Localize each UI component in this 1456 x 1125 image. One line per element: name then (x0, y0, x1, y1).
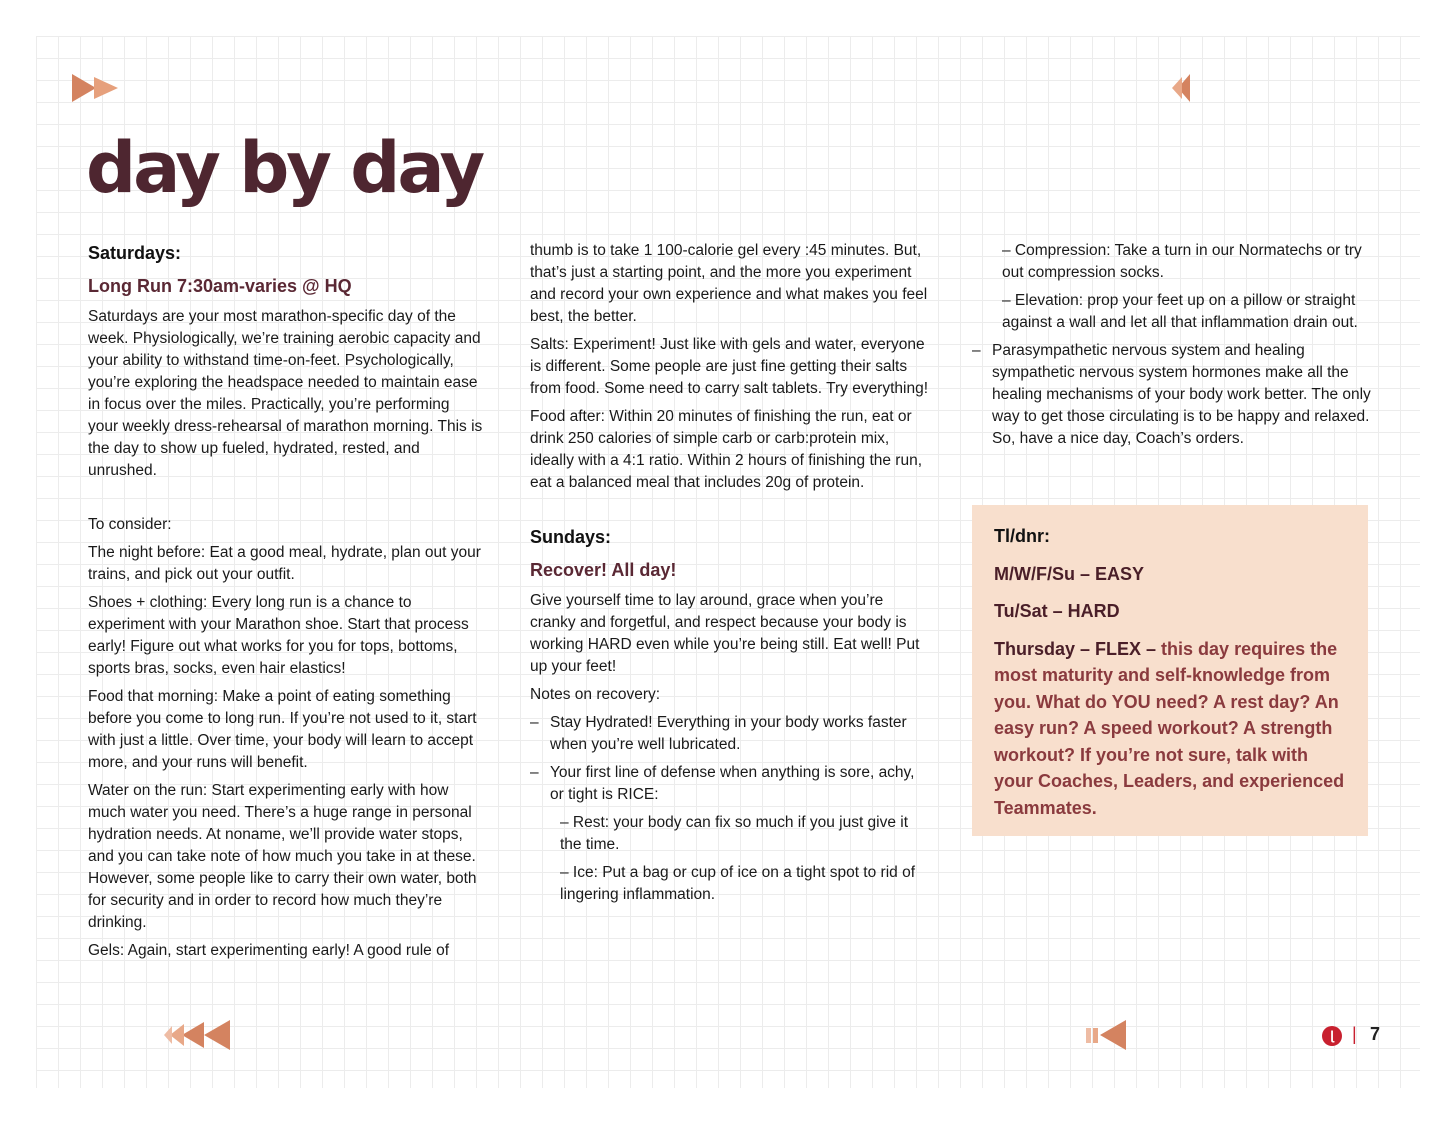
column-saturday (88, 240, 483, 968)
note-hydrated: – Stay Hydrated! Everything in your body works faster when you’re well lubricated. (530, 714, 907, 753)
fast-forward-icon (72, 74, 122, 104)
rice-ice: – Ice: Put a bag or cup of ice on a tight spot to rid of lingering inflammation. (560, 864, 915, 903)
tip-food-morning: Food that morning: Make a point of eating something before you come to long run. If you’re not used to it, start with just a little. Over time, your body will learn to accept more, and your runs will benefit. (88, 688, 477, 771)
pause-rewind-icon (1086, 1020, 1128, 1052)
brand-logo-icon: ɭ (1322, 1026, 1342, 1046)
column-right (972, 240, 1372, 456)
rewind-icon (1172, 74, 1194, 104)
rice-elevation: – Elevation: prop your feet up on a pillow or straight against a wall and let all that inflammation drain out. (1002, 292, 1358, 331)
saturday-intro: Saturdays are your most marathon-specific day of the week. Physiologically, we’re training aerobic capacity and your ability to withstand time-on-feet. Psychologically, you’re exploring the headspace needed to maintain ease in focus over the miles. Practically, you’re performing your weekly dress-rehearsal of marathon morning. This is the day to show up fueled, hydrated, rested, and unrushed. (88, 308, 483, 479)
tldr-flex-text: this day requires the most maturity and self-knowledge from you. What do YOU need? A rest day? An easy run? A speed workout? A strength workout? If you’re not sure, talk with your Coaches, Leaders, and experienced Teammates. (994, 638, 1345, 818)
page-number: 7 (1370, 1024, 1381, 1044)
consider-label: To consider: (88, 516, 172, 533)
tip-night-before: The night before: Eat a good meal, hydrate, plan out your trains, and pick out your outfit. (88, 544, 481, 583)
tldr-flex-label: Thursday – FLEX – (994, 638, 1157, 659)
saturday-subheading: Long Run 7:30am-varies @ HQ (88, 276, 352, 296)
rewind-icon (164, 1020, 234, 1052)
tldr-hard: Tu/Sat – HARD (994, 601, 1120, 621)
tldr-heading: Tl/dnr: (994, 526, 1050, 546)
tldr-easy: M/W/F/Su – EASY (994, 563, 1145, 584)
column-middle (530, 240, 930, 912)
rice-compression: – Compression: Take a turn in our Normatechs or try out compression socks. (1002, 242, 1362, 281)
rice-rest: – Rest: your body can fix so much if you just give it the time. (560, 814, 909, 853)
note-rice: – Your first line of defense when anything is sore, achy, or tight is RICE: (530, 764, 915, 803)
note-parasympathetic: – Parasympathetic nervous system and healing sympathetic nervous system hormones make all the healing mechanisms of your body work better. The only way to get those circulating is to be happy and relaxed. So, have a nice day, Coach’s orders. (972, 342, 1371, 447)
dash-marker: – (530, 714, 539, 731)
tip-salts: Salts: Experiment! Just like with gels and water, everyone is different. Some people are just fine getting their salts from food. Some need to carry salt tablets. Try everything! (530, 336, 929, 397)
tldr-flex (994, 636, 1346, 822)
sunday-intro: Give yourself time to lay around, grace when you’re cranky and forgetful, and respect because your body is working HARD even while you’re being still. Eat well! Put up your feet! (530, 592, 920, 675)
saturday-heading: Saturdays: (88, 243, 182, 263)
sunday-subheading: Recover! All day! (530, 560, 677, 580)
tip-shoes-clothing: Shoes + clothing: Every long run is a chance to experiment with your Marathon shoe. Start that process early! Figure out what works for you for tops, bottoms, sports bras, socks, even hair elastics! (88, 594, 469, 677)
tip-water-run: Water on the run: Start experimenting early with how much water you need. There’s a huge range in personal hydration needs. At noname, we’ll provide water stops, and you can take note of how much you take in at these. However, some people like to carry their own water, both for security and in order to record how much they’re drinking. (88, 782, 477, 931)
tip-food-after: Food after: Within 20 minutes of finishing the run, eat or drink 250 calories of simple carb or carb:protein mix, ideally with a 4:1 ratio. Within 2 hours of finishing the run, eat a balanced meal that includes 20g of protein. (530, 408, 923, 491)
tldr-callout (972, 505, 1368, 836)
recovery-notes-label: Notes on recovery: (530, 686, 661, 703)
footer-separator: | (1352, 1024, 1357, 1044)
dash-marker: – (530, 764, 539, 781)
gels-continued: thumb is to take 1 100-calorie gel every :45 minutes. But, that’s just a starting point, and the more you experiment and record your own experience and what makes you feel best, the better. (530, 242, 928, 325)
dash-marker: – (972, 342, 981, 359)
page-title: day by day (86, 127, 483, 209)
tip-gels: Gels: Again, start experimenting early! A good rule of (88, 942, 450, 959)
sunday-heading: Sundays: (530, 527, 612, 547)
